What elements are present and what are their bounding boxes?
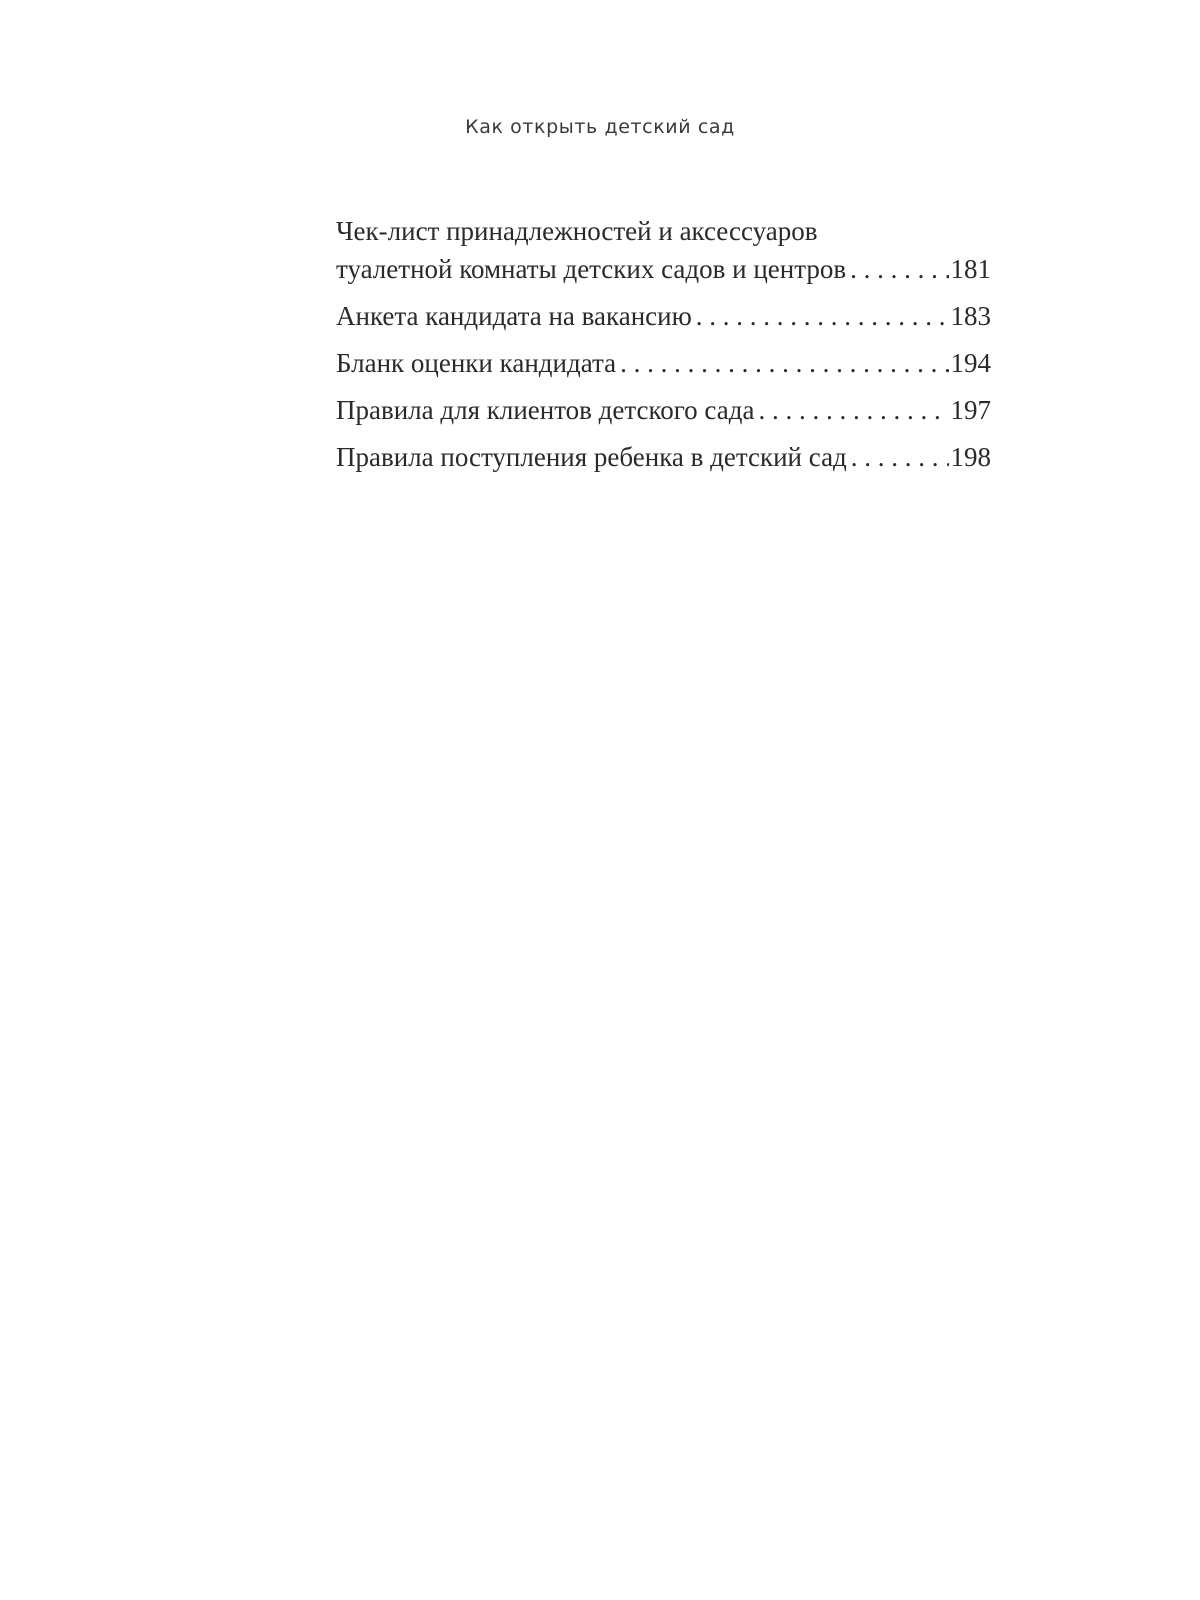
toc-entry-title: Правила поступления ребенка в детский сад	[336, 442, 847, 472]
toc-entry-title: туалетной комнаты детских садов и центров	[336, 254, 847, 284]
toc-entry-title: Анкета кандидата на вакансию	[336, 301, 692, 331]
toc-entry	[336, 297, 991, 335]
dot-leader	[851, 438, 949, 476]
dot-leader	[696, 297, 949, 335]
toc-entry-title-line	[336, 212, 991, 250]
toc-entry-title-line	[336, 438, 991, 476]
toc-page-number: 183	[950, 301, 991, 331]
toc-page-number: 197	[950, 395, 991, 425]
toc-page-number: 194	[950, 348, 991, 378]
toc-entry-title-line	[336, 250, 991, 288]
dot-leader	[758, 391, 948, 429]
toc-page-number: 181	[950, 254, 991, 284]
toc-page-number: 198	[950, 442, 991, 472]
toc-entry-title-line	[336, 391, 991, 429]
toc-entry	[336, 344, 991, 382]
toc-entry-title-line	[336, 297, 991, 335]
toc-entry-title: Бланк оценки кандидата	[336, 348, 617, 378]
toc-entry	[336, 438, 991, 476]
toc-entry-title-line	[336, 344, 991, 382]
toc-entry	[336, 391, 991, 429]
table-of-contents	[336, 212, 991, 485]
toc-entry-title: Правила для клиентов детского сада	[336, 395, 755, 425]
running-header: Как открыть детский сад	[465, 116, 735, 138]
toc-entry-title: Чек-лист принадлежностей и аксессуаров	[336, 216, 818, 246]
toc-entry	[336, 212, 991, 288]
dot-leader	[620, 344, 948, 382]
dot-leader	[850, 250, 948, 288]
